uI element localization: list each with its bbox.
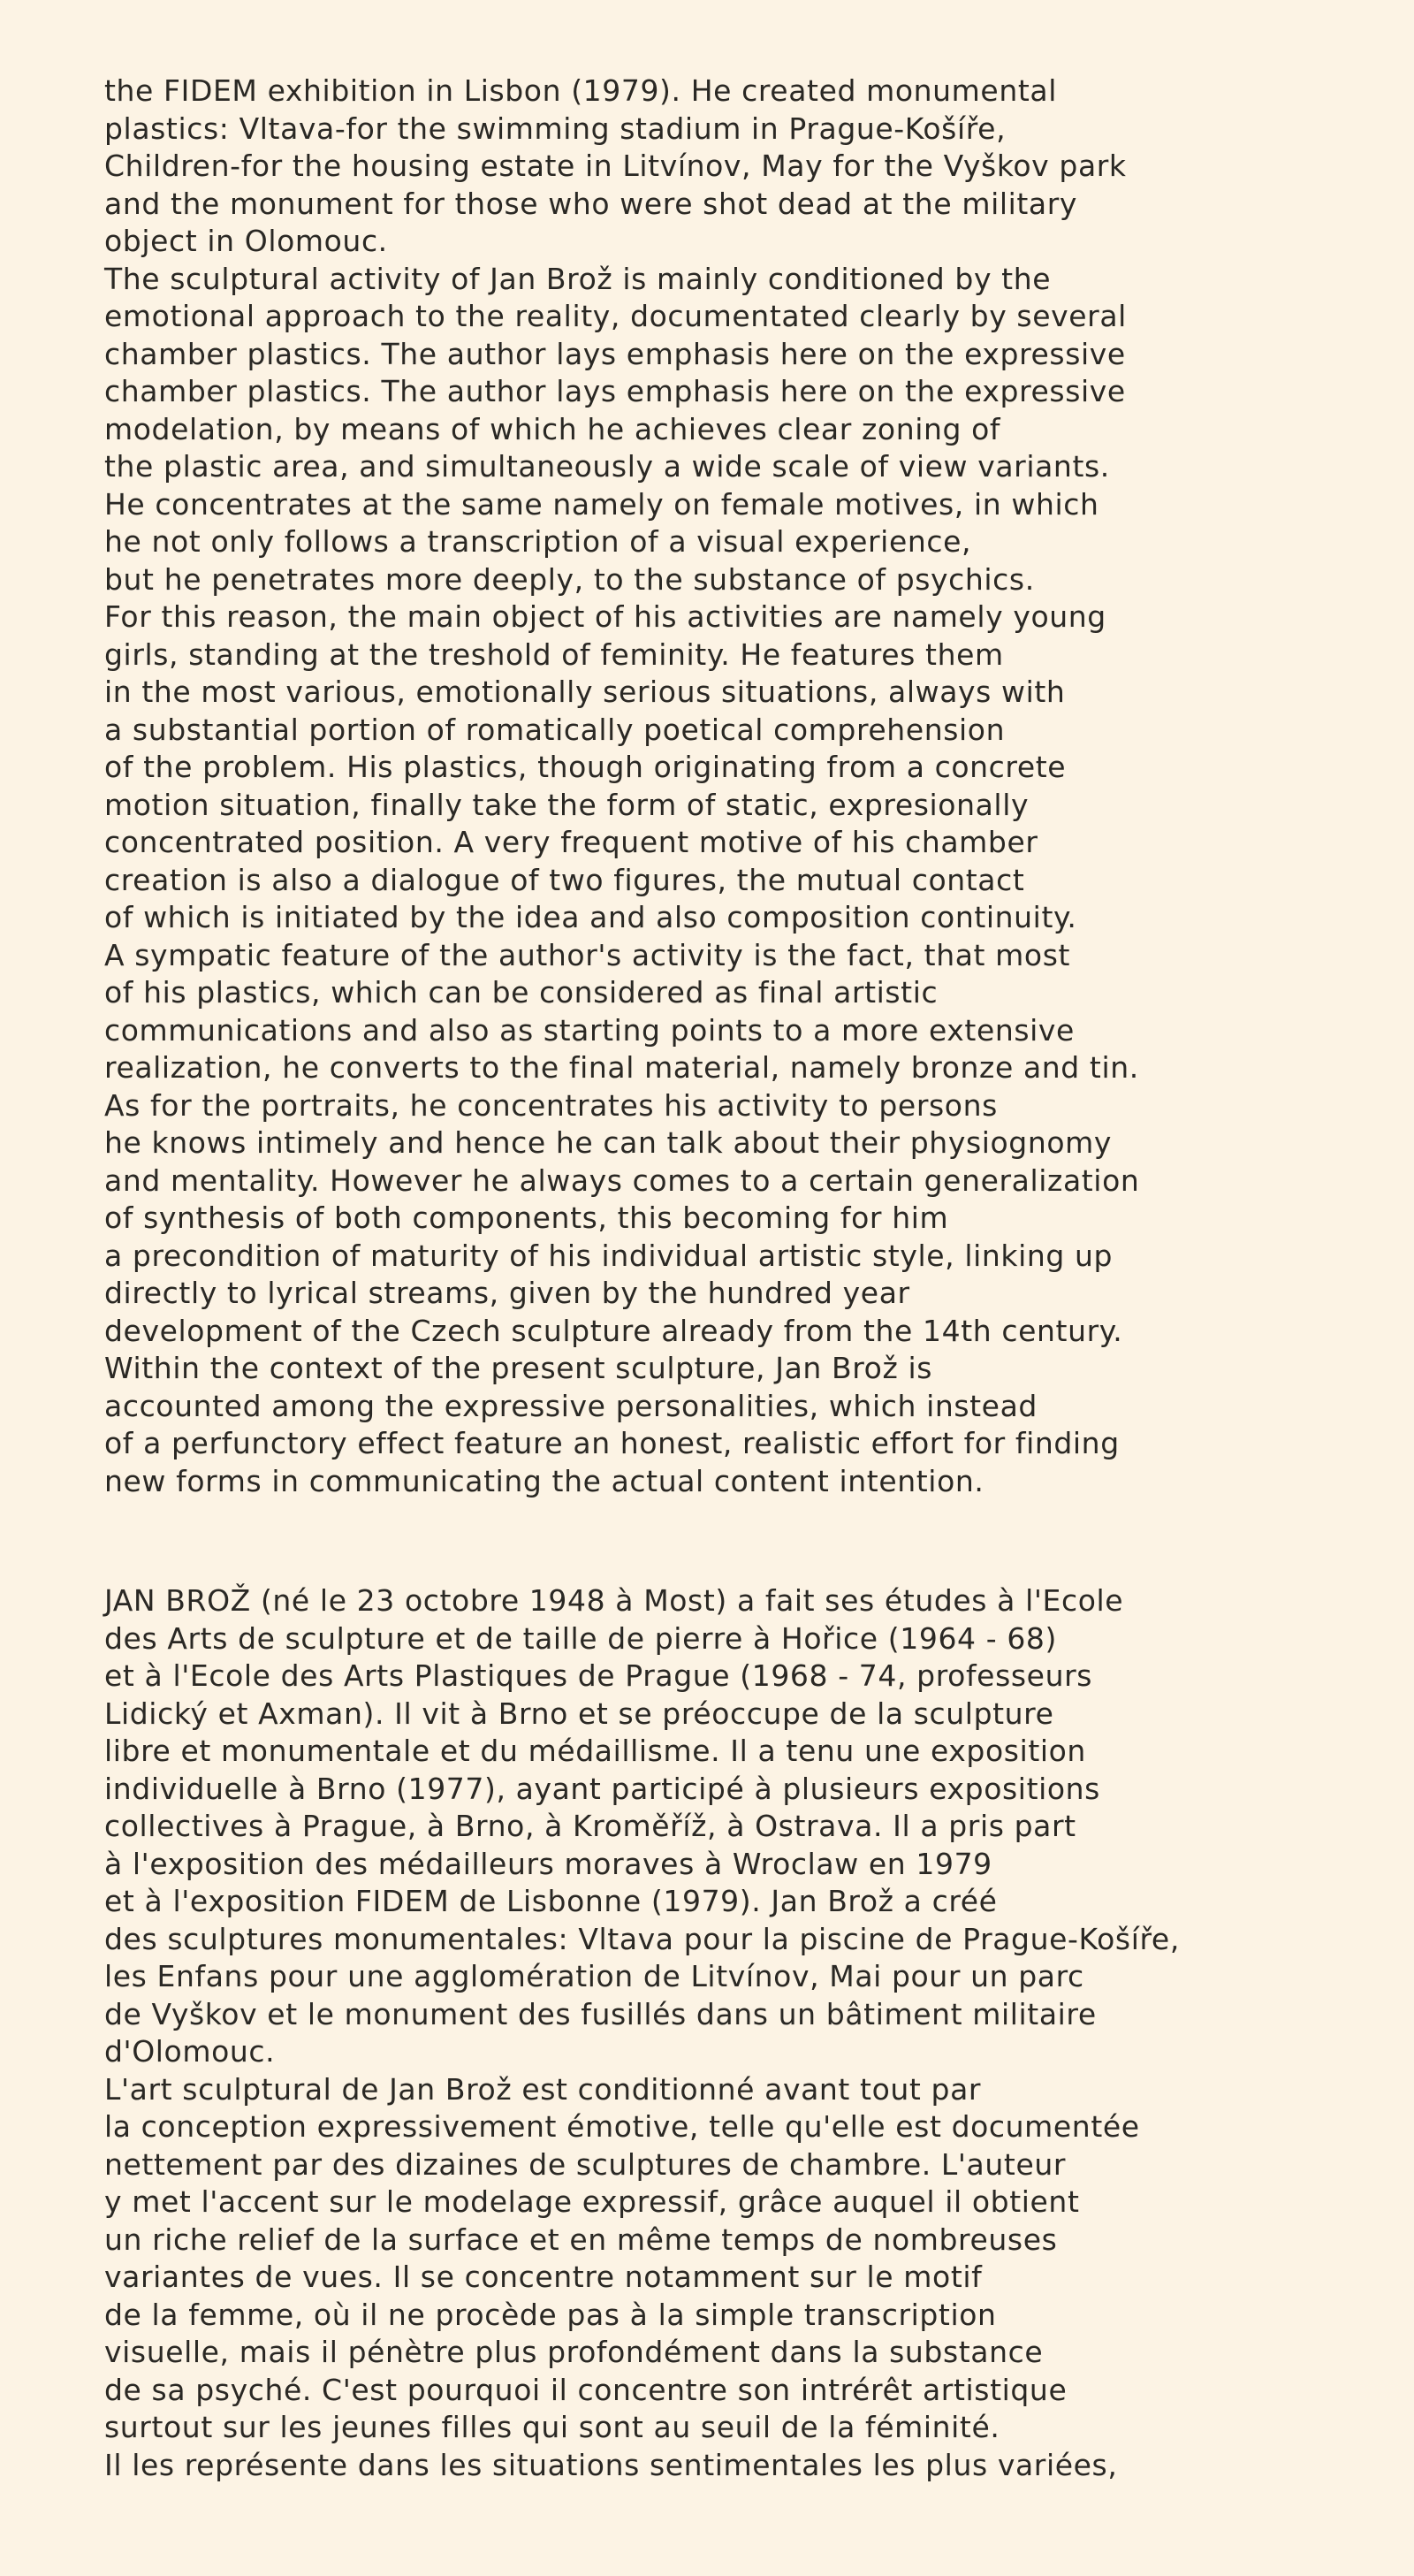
- english-text-line: motion situation, finally take the form of static, expresionally: [104, 787, 1030, 822]
- french-text-line: de sa psyché. C'est pourquoi il concentre son intrérêt artistique: [104, 2372, 1068, 2407]
- english-text-line: of the problem. His plastics, though originating from a concrete: [104, 750, 1067, 784]
- french-text-line: surtout sur les jeunes filles qui sont au seuil de la féminité.: [104, 2410, 1000, 2444]
- english-text-line: he not only follows a transcription of a visual experience,: [104, 524, 972, 559]
- french-text-line: les Enfans pour une agglomération de Litvínov, Mai pour un parc: [104, 1959, 1084, 1993]
- english-text-block: [104, 72, 1342, 1500]
- french-text-line: d'Olomouc.: [104, 2034, 276, 2069]
- english-text-line: object in Olomouc.: [104, 224, 388, 258]
- english-text-line: A sympatic feature of the author's activity is the fact, that most: [104, 937, 1071, 972]
- english-text-line: As for the portraits, he concentrates his activity to persons: [104, 1087, 998, 1123]
- english-text-line: and mentality. However he always comes to a certain generalization: [104, 1162, 1140, 1198]
- french-text-line: JAN BROŽ (né le 23 octobre 1948 à Most) a fait ses études à l'Ecole: [104, 1583, 1124, 1618]
- french-text-line: de Vyškov et le monument des fusillés dans un bâtiment militaire: [104, 1996, 1097, 2031]
- english-text-line: Children-for the housing estate in Litvínov, May for the Vyškov park: [104, 149, 1127, 183]
- english-text-line: the plastic area, and simultaneously a wide scale of view variants.: [104, 449, 1110, 484]
- french-text-line: nettement par des dizaines de sculptures de chambre. L'auteur: [104, 2146, 1067, 2182]
- english-text-line: girls, standing at the treshold of feminity. He features them: [104, 636, 1004, 672]
- french-text-line: la conception expressivement émotive, telle qu'elle est documentée: [104, 2109, 1140, 2144]
- french-text-line: et à l'exposition FIDEM de Lisbonne (1979). Jan Brož a créé: [104, 1884, 998, 1918]
- french-text-line: Il les représente dans les situations sentimentales les plus variées,: [104, 2447, 1118, 2482]
- english-text-line: concentrated position. A very frequent motive of his chamber: [104, 825, 1038, 859]
- english-text-line: and the monument for those who were shot dead at the military: [104, 186, 1078, 221]
- french-text-line: libre et monumentale et du médaillisme. Il a tenu une exposition: [104, 1734, 1086, 1768]
- english-text-line: modelation, by means of which he achieves clear zoning of: [104, 411, 1001, 446]
- english-text-line: emotional approach to the reality, documentated clearly by several: [104, 299, 1127, 333]
- english-text-line: directly to lyrical streams, given by the hundred year: [104, 1276, 910, 1310]
- english-text-line: a substantial portion of romatically poetical comprehension: [104, 712, 1006, 747]
- english-text-line: accounted among the expressive personalities, which instead: [104, 1388, 1038, 1423]
- english-text-line: of which is initiated by the idea and also composition continuity.: [104, 900, 1077, 934]
- french-text-line: individuelle à Brno (1977), ayant participé à plusieurs expositions: [104, 1771, 1100, 1806]
- english-text-line: The sculptural activity of Jan Brož is mainly conditioned by the: [104, 261, 1052, 296]
- english-text-line: For this reason, the main object of his activities are namely young: [104, 599, 1106, 634]
- english-text-line: but he penetrates more deeply, to the substance of psychics.: [104, 561, 1035, 597]
- french-text-line: collectives à Prague, à Brno, à Kroměříž, à Ostrava. Il a pris part: [104, 1809, 1076, 1843]
- english-text-line: creation is also a dialogue of two figures, the mutual contact: [104, 862, 1025, 897]
- french-text-line: variantes de vues. Il se concentre notamment sur le motif: [104, 2260, 983, 2294]
- english-text-line: He concentrates at the same namely on female motives, in which: [104, 486, 1099, 522]
- english-text-line: new forms in communicating the actual content intention.: [104, 1463, 984, 1498]
- english-text-line: chamber plastics. The author lays emphasis here on the expressive: [104, 374, 1126, 408]
- french-text-line: des Arts de sculpture et de taille de pierre à Hořice (1964 - 68): [104, 1620, 1057, 1656]
- french-text-line: à l'exposition des médailleurs moraves à Wroclaw en 1979: [104, 1846, 992, 1881]
- english-text-line: he knows intimely and hence he can talk about their physiognomy: [104, 1125, 1113, 1160]
- english-text-line: of synthesis of both components, this becoming for him: [104, 1200, 949, 1235]
- english-text-line: of his plastics, which can be considered as final artistic: [104, 975, 939, 1010]
- french-text-line: visuelle, mais il pénètre plus profondément dans la substance: [104, 2335, 1044, 2369]
- english-text-line: in the most various, emotionally serious situations, always with: [104, 674, 1066, 709]
- english-text-line: of a perfunctory effect feature an honest, realistic effort for finding: [104, 1426, 1120, 1460]
- french-text-line: y met l'accent sur le modelage expressif, grâce auquel il obtient: [104, 2184, 1080, 2219]
- french-text-line: Lidický et Axman). Il vit à Brno et se préoccupe de la sculpture: [104, 1696, 1054, 1731]
- french-text-line: L'art sculptural de Jan Brož est conditionné avant tout par: [104, 2071, 982, 2107]
- french-text-line: un riche relief de la surface et en même temps de nombreuses: [104, 2222, 1058, 2257]
- french-text-line: et à l'Ecole des Arts Plastiques de Prague (1968 - 74, professeurs: [104, 1658, 1093, 1693]
- english-text-line: the FIDEM exhibition in Lisbon (1979). He created monumental: [104, 73, 1057, 108]
- english-text-line: communications and also as starting points to a more extensive: [104, 1012, 1075, 1048]
- french-text-line: de la femme, où il ne procède pas à la simple transcription: [104, 2297, 997, 2332]
- english-text-line: a precondition of maturity of his individual artistic style, linking up: [104, 1238, 1114, 1273]
- english-text-line: development of the Czech sculpture already from the 14th century.: [104, 1313, 1123, 1348]
- english-text-line: plastics: Vltava-for the swimming stadium in Prague-Košíře,: [104, 111, 1007, 146]
- english-text-line: realization, he converts to the final material, namely bronze and tin.: [104, 1050, 1139, 1085]
- english-text-line: Within the context of the present sculpture, Jan Brož is: [104, 1351, 933, 1385]
- french-text-line: des sculptures monumentales: Vltava pour la piscine de Prague-Košíře,: [104, 1921, 1180, 1956]
- english-text-line: chamber plastics. The author lays emphasis here on the expressive: [104, 336, 1126, 371]
- french-text-block: [104, 1582, 1342, 2484]
